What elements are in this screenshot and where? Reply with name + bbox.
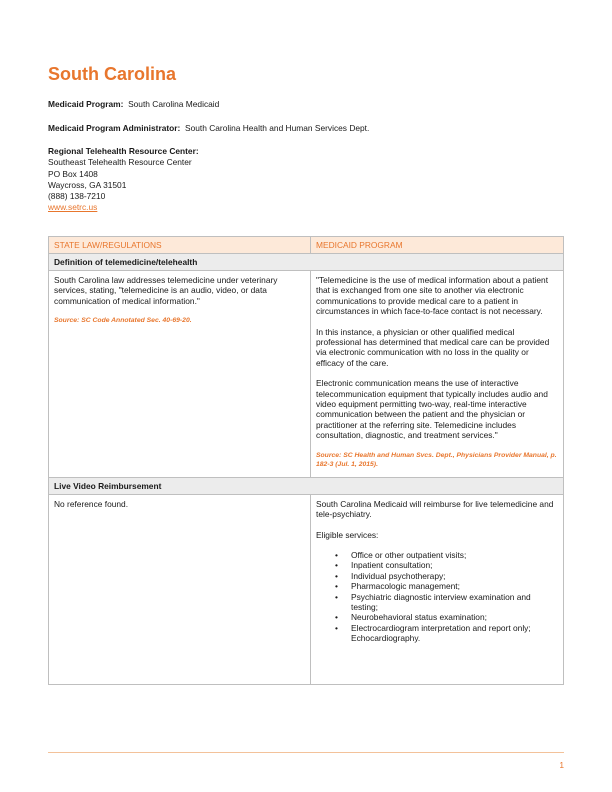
page-number: 1 xyxy=(559,760,564,770)
cell-paragraph: South Carolina Medicaid will reimburse for live telemedicine and tele-psychiatry. xyxy=(316,498,554,520)
state-law-cell xyxy=(49,271,311,478)
cell-paragraph: "Telemedicine is the use of medical information about a patient that is exchanged from one site to another via electronic communications to provide medical care to a patient in circumstances in which face-to-face contact is not necessary. xyxy=(316,275,549,317)
table-row xyxy=(49,271,564,478)
medicaid-cell xyxy=(311,271,564,478)
resource-center-line: (888) 138-7210 xyxy=(48,191,106,202)
section-row-live-video xyxy=(49,477,564,494)
list-item: • Office or other outpatient visits; xyxy=(335,549,467,560)
cell-paragraph: In this instance, a physician or other qualified medical professional has determined that medical care can be provided via electronic communication with no loss in the quality or efficacy of the care. xyxy=(316,326,550,368)
resource-center-line: PO Box 1408 xyxy=(48,168,98,179)
table-row xyxy=(49,494,564,684)
medicaid-program-value: South Carolina Medicaid xyxy=(128,99,220,109)
administrator-line xyxy=(48,123,369,134)
section-row-definition xyxy=(49,254,564,271)
resource-center-line: Waycross, GA 31501 xyxy=(48,179,127,190)
section-title: Definition of telemedicine/telehealth xyxy=(49,254,564,271)
source-citation: Source: SC Health and Human Svcs. Dept., Physicians Provider Manual, p. 182-3 (Jul. 1, 2015). xyxy=(316,451,557,468)
footer-divider xyxy=(48,752,564,753)
resource-center-line: Southeast Telehealth Resource Center xyxy=(48,157,192,168)
header-medicaid-program: MEDICAID PROGRAM xyxy=(311,237,564,254)
state-law-cell xyxy=(49,494,311,684)
header-state-law: STATE LAW/REGULATIONS xyxy=(49,237,311,254)
resource-center-block xyxy=(48,146,199,214)
cell-paragraph: No reference found. xyxy=(54,498,129,509)
cell-paragraph: Electronic communication means the use of interactive telecommunication equipment that typically includes audio and video equipment permitting two-way, real-time interactive communication between the patient and the physician or practitioner at the referring site. Telemedicine includes consultation, diagnostic, and treatment services." xyxy=(316,378,548,441)
eligible-services-list xyxy=(316,550,558,644)
medicaid-program-line xyxy=(48,99,219,110)
page-title: South Carolina xyxy=(48,64,177,84)
cell-paragraph: South Carolina law addresses telemedicine under veterinary services, stating, "telemedicine is an audio, video, or data communication of medical information." xyxy=(54,275,278,306)
resource-center-label: Regional Telehealth Resource Center: xyxy=(48,146,199,156)
administrator-label: Medicaid Program Administrator: xyxy=(48,123,181,133)
list-item: • Psychiatric diagnostic interview examination and testing; xyxy=(335,591,531,612)
table-header-row xyxy=(49,237,564,254)
source-citation: Source: SC Code Annotated Sec. 40-69-20. xyxy=(54,317,192,325)
regulations-table xyxy=(48,236,564,685)
medicaid-cell xyxy=(311,494,564,684)
list-item: • Inpatient consultation; xyxy=(335,560,433,571)
resource-center-link[interactable]: www.setrc.us xyxy=(48,202,98,213)
list-item: • Electrocardiogram interpretation and report only; Echocardiography. xyxy=(335,622,531,644)
medicaid-program-label: Medicaid Program: xyxy=(48,99,124,109)
section-title: Live Video Reimbursement xyxy=(49,477,564,494)
list-item: • Individual psychotherapy; xyxy=(335,570,446,581)
list-item: • Pharmacologic management; xyxy=(335,581,460,592)
cell-paragraph: Eligible services: xyxy=(316,529,379,540)
administrator-value: South Carolina Health and Human Services Dept. xyxy=(184,123,370,133)
list-item: • Neurobehavioral status examination; xyxy=(335,612,487,623)
